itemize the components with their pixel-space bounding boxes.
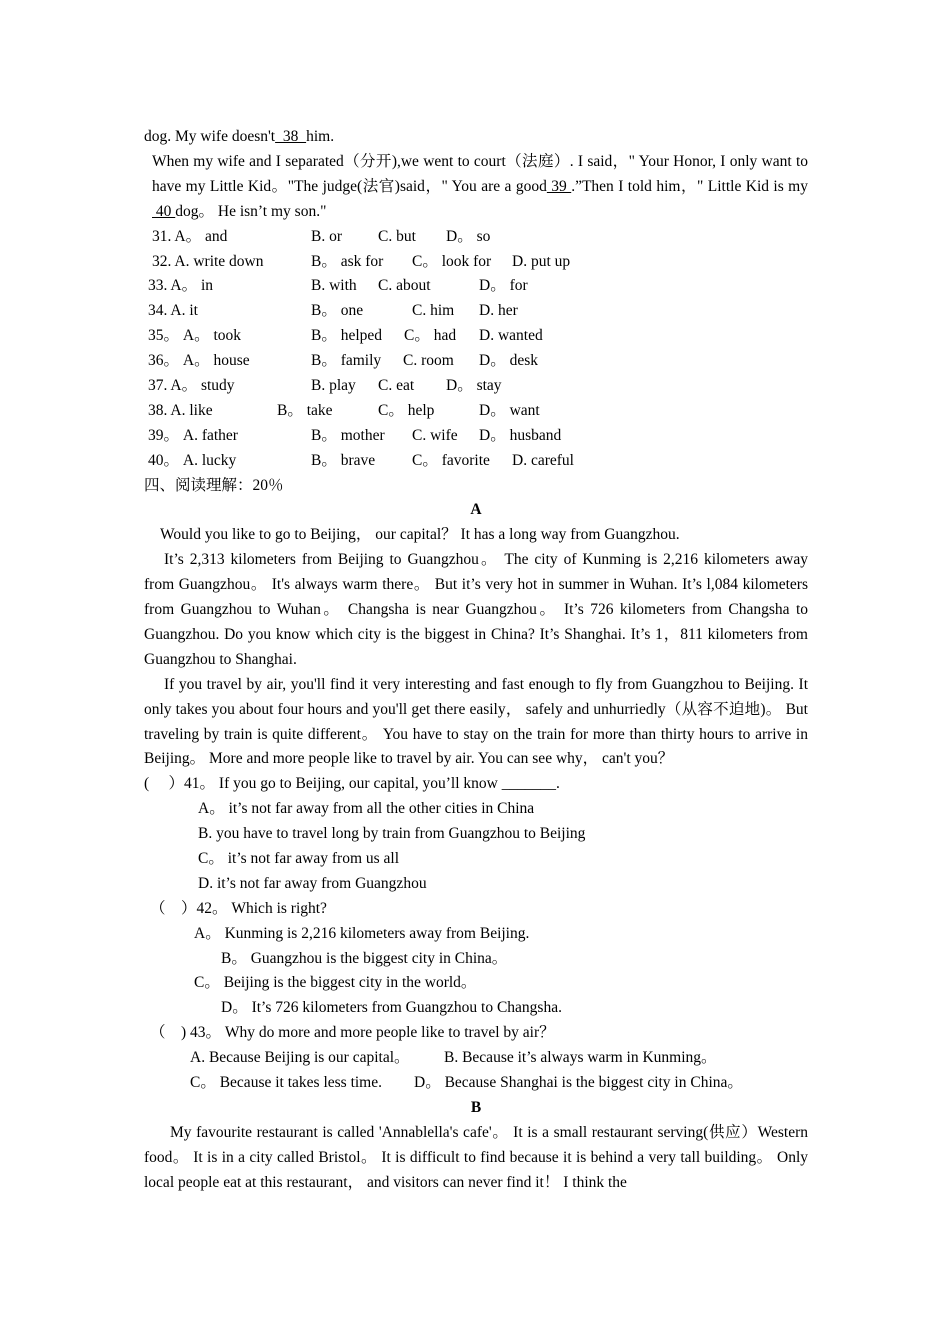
option-b: B。 helped [311, 327, 383, 345]
passage-a-paragraph: If you travel by air, you'll find it very interesting and fast enough to fly from Guangzhou to Beijing. It only takes you about four hours and you'll get there easily， safely and unhurriedly（从容不迫地)。 But traveling by train is quite different。 You have to stay on the train for more than thirty hours to arrive in Beijing。 More and more people like to travel by air. You can see why， can't you？ [144, 675, 808, 768]
question-number: 38. A. like [148, 401, 213, 419]
cloze-question-row [144, 225, 808, 250]
option-d: D。 stay [446, 376, 502, 394]
option-d: D。 husband [479, 426, 562, 444]
option-b: B。 one [311, 302, 364, 320]
options-43-cd [144, 1071, 808, 1096]
option-d: D. her [479, 302, 518, 320]
question-number: 32. A. write down [152, 252, 264, 270]
text: .”Then I told him，" Little Kid is my [571, 177, 808, 195]
option-43-a: A. Because Beijing is our capital。 [190, 1049, 410, 1067]
question-42: （ ）42。 Which is right? [150, 899, 327, 917]
option-c: C。 help [378, 401, 435, 419]
text: dog。 He isn’t my son." [175, 202, 327, 220]
passage-b-title: B [470, 1098, 482, 1116]
option-d: D. wanted [479, 327, 543, 345]
option-d: D。 desk [479, 352, 538, 370]
cloze-question-row [144, 449, 808, 474]
cloze-question-row [144, 250, 808, 275]
cloze-question-row [144, 324, 808, 349]
option-42-d: D。 It’s 726 kilometers from Guangzhou to Changsha. [221, 999, 562, 1017]
options-43-ab [144, 1046, 808, 1071]
blank-38: 38 [275, 128, 307, 145]
text: dog. My wife doesn't [144, 128, 276, 145]
option-b: B。 brave [311, 451, 376, 469]
cloze-paragraph [144, 150, 808, 225]
option-c: C. room [403, 352, 454, 370]
passage-a-title: A [470, 501, 482, 519]
cloze-question-list [144, 225, 808, 474]
option-42-c: C。 Beijing is the biggest city in the world。 [194, 974, 477, 992]
option-41-d: D. it’s not far away from Guangzhou [198, 874, 427, 892]
cloze-line-38 [144, 125, 808, 150]
option-42-a: A。 Kunming is 2,216 kilometers away from Beijing. [194, 924, 530, 942]
passage-a-paragraph: Would you like to go to Beijing， our capital？ It has a long way from Guangzhou. [160, 526, 680, 544]
question-43: （ ) 43。 Why do more and more people like to travel by air？ [150, 1024, 555, 1042]
option-43-d: D。 Because Shanghai is the biggest city in China。 [414, 1074, 743, 1092]
question-number: 34. A. it [148, 302, 198, 320]
option-b: B. or [311, 227, 342, 245]
option-c: C. eat [378, 376, 415, 394]
blank-40: 40 [152, 202, 176, 220]
option-c: C. wife [412, 426, 458, 444]
question-number: 37. A。 study [148, 376, 235, 394]
cloze-question-row [144, 274, 808, 299]
option-c: C. about [378, 277, 431, 295]
option-43-c: C。 Because it takes less time. [190, 1074, 382, 1092]
option-c: C。 had [404, 327, 457, 345]
passage-b-paragraph: My favourite restaurant is called 'Annablella's cafe'。 It is a small restaurant serving(供应）Western food。 It is in a city called Bristol。 It is difficult to find because it is behind a very tall building。 Only local people eat at this restaurant， and visitors can never find it！ I think the [144, 1123, 808, 1191]
option-43-b: B. Because it’s always warm in Kunming。 [444, 1049, 717, 1067]
option-42-b: B。 Guangzhou is the biggest city in China。 [221, 949, 508, 967]
blank-39: 39 [546, 177, 572, 195]
option-b: B. play [311, 376, 356, 394]
option-b: B。 mother [311, 426, 385, 444]
cloze-question-row [144, 299, 808, 324]
section-heading: 四、阅读理解：20％ [144, 476, 284, 494]
option-d: D。 for [479, 277, 528, 295]
option-b: B。 family [311, 352, 382, 370]
option-d: D。 so [446, 227, 491, 245]
option-41-a: A。 it’s not far away from all the other cities in China [198, 800, 535, 818]
option-d: D. put up [512, 252, 571, 270]
question-number: 40。 A. lucky [148, 451, 237, 469]
option-b: B。 take [277, 401, 333, 419]
option-41-b: B. you have to travel long by train from Guangzhou to Beijing [198, 825, 586, 843]
option-b: B. with [311, 277, 357, 295]
option-b: B。 ask for [311, 252, 384, 270]
option-d: D。 want [479, 401, 540, 419]
option-d: D. careful [512, 451, 574, 469]
passage-a-paragraph: It’s 2,313 kilometers from Beijing to Guangzhou。 The city of Kunming is 2,216 kilometers away from Guangzhou。 It's always warm there。 But it’s very hot in summer in Wuhan. It’s l,084 kilometers from Guangzhou to Wuhan。 Changsha is near Guangzhou。 It’s 726 kilometers from Changsha to Guangzhou. Do you know which city is the biggest in China? It’s Shanghai. It’s 1，811 kilometers from Guangzhou to Shanghai. [144, 551, 808, 668]
cloze-question-row [144, 374, 808, 399]
question-number: 39。 A. father [148, 426, 238, 444]
question-41: ( ）41。 If you go to Beijing, our capital, you’ll know _______. [144, 775, 560, 793]
cloze-question-row [144, 349, 808, 374]
option-c: C. him [412, 302, 455, 320]
cloze-question-row [144, 424, 808, 449]
option-c: C。 favorite [412, 451, 490, 469]
question-number: 36。 A。 house [148, 352, 250, 370]
option-c: C. but [378, 227, 416, 245]
question-number: 33. A。 in [148, 277, 214, 295]
text: him. [306, 128, 335, 145]
question-number: 31. A。 and [152, 227, 228, 245]
question-number: 35。 A。 took [148, 327, 242, 345]
text: When my wife and I separated（分开),we went to court（法庭）. I said，" Your Honor, I only want to have my Little Kid。"The judge(法官)said，" You are a good [152, 152, 808, 195]
option-41-c: C。 it’s not far away from us all [198, 850, 400, 868]
option-c: C。 look for [412, 252, 492, 270]
document-page [144, 125, 808, 1196]
cloze-question-row [144, 399, 808, 424]
